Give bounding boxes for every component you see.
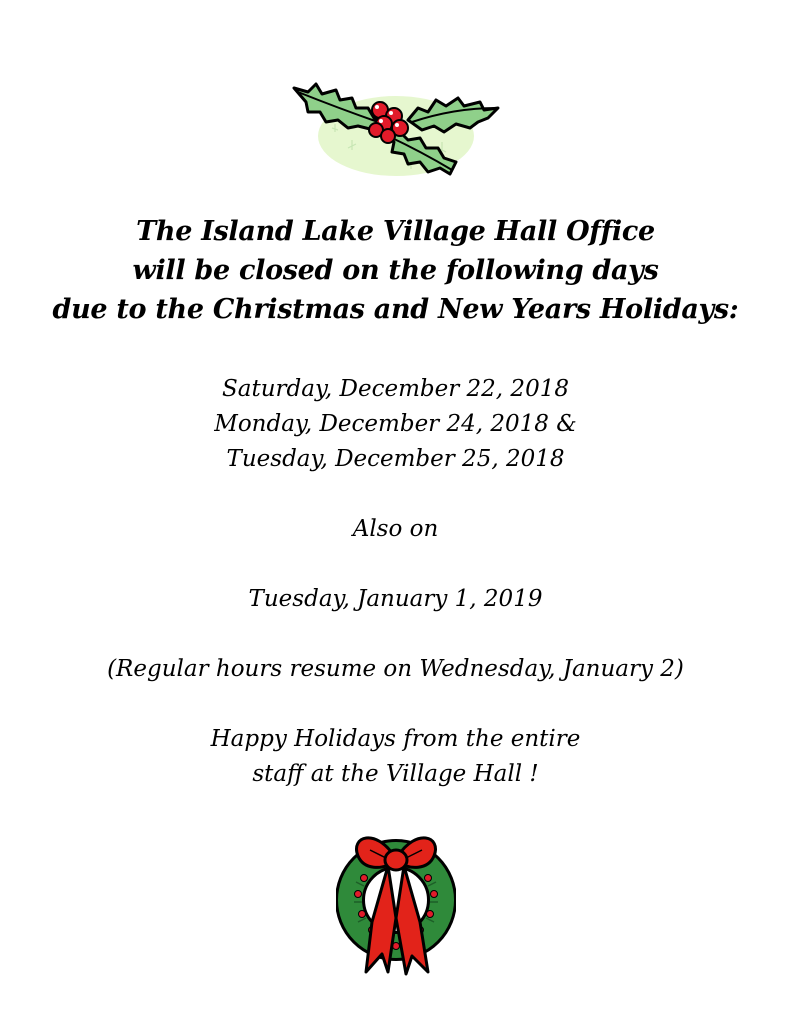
regular-hours-note: (Regular hours resume on Wednesday, January 2) <box>107 656 684 682</box>
wreath-icon <box>336 822 456 982</box>
heading-line-3: due to the Christmas and New Years Holidays: <box>52 294 739 325</box>
date-line-3: Tuesday, December 25, 2018 <box>226 446 565 472</box>
closure-dates <box>0 372 791 477</box>
greeting-line-1: Happy Holidays from the entire <box>210 726 581 752</box>
date-line-2: Monday, December 24, 2018 & <box>214 411 577 437</box>
heading-line-2: will be closed on the following days <box>132 255 659 286</box>
closure-heading <box>0 212 791 329</box>
holiday-greeting <box>0 722 791 792</box>
date-line-1: Saturday, December 22, 2018 <box>222 376 569 402</box>
also-on-text: Also on <box>352 516 439 542</box>
greeting-line-2: staff at the Village Hall ! <box>252 761 539 787</box>
heading-line-1: The Island Lake Village Hall Office <box>136 216 655 247</box>
january-closure-date: Tuesday, January 1, 2019 <box>248 586 543 612</box>
holly-sprig-icon <box>288 78 504 178</box>
